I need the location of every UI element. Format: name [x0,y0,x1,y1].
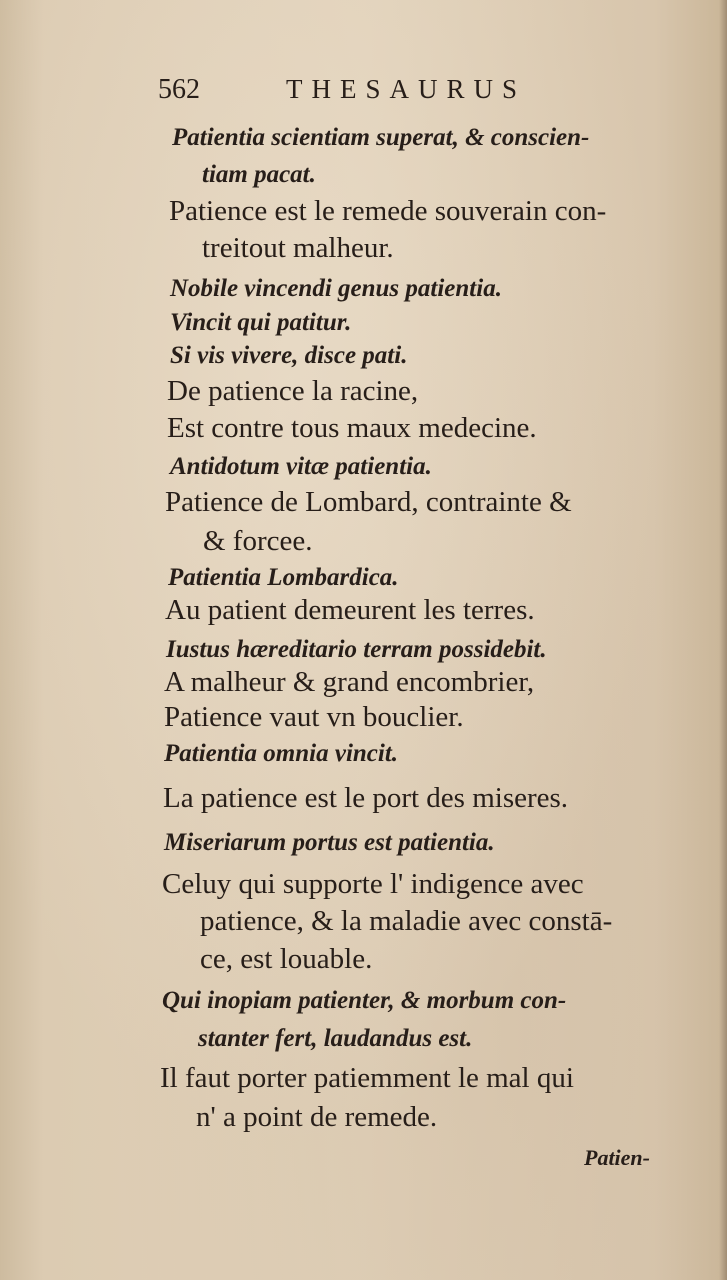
text-line: Est contre tous maux medecine. [167,412,537,444]
text-line: patience, & la maladie avec constā- [200,905,613,937]
catchword: Patien- [584,1145,650,1170]
text-line: Patientia scientiam superat, & conscien- [172,124,590,151]
text-line: De patience la racine, [167,375,419,407]
text-line: Antidotum vitæ patientia. [170,453,432,480]
text-line: Patience vaut vn bouclier. [164,701,464,733]
text-line: Nobile vincendi genus patientia. [170,275,502,302]
text-line: stanter fert, laudandus est. [198,1025,473,1052]
text-line: Il faut porter patiemment le mal qui [160,1062,574,1094]
page-edge-shadow [719,0,727,1280]
text-line: La patience est le port des miseres. [163,782,569,814]
text-line: ce, est louable. [200,943,373,975]
text-line: Iustus hæreditario terram possidebit. [166,636,547,663]
text-line: treitout malheur. [202,232,394,264]
page-number: 562 [158,74,200,105]
text-line: Patientia Lombardica. [168,564,399,591]
text-line: Qui inopiam patienter, & morbum con- [162,987,567,1014]
text-line: & forcee. [203,525,313,557]
text-line: Si vis vivere, disce pati. [170,342,408,369]
running-title: THESAURUS [286,74,527,104]
text-line: A malheur & grand encombrier, [164,666,535,698]
text-line: Miseriarum portus est patientia. [164,829,495,856]
text-line: Celuy qui supporte l' indigence avec [162,868,584,900]
text-line: tiam pacat. [202,161,316,188]
text-line: Vincit qui patitur. [170,309,352,336]
text-line: Patience est le remede souverain con- [169,195,607,227]
text-line: Au patient demeurent les terres. [165,594,535,626]
text-line: Patience de Lombard, contrainte & [165,486,572,518]
text-line: n' a point de remede. [196,1101,438,1133]
text-line: Patientia omnia vincit. [164,740,399,767]
